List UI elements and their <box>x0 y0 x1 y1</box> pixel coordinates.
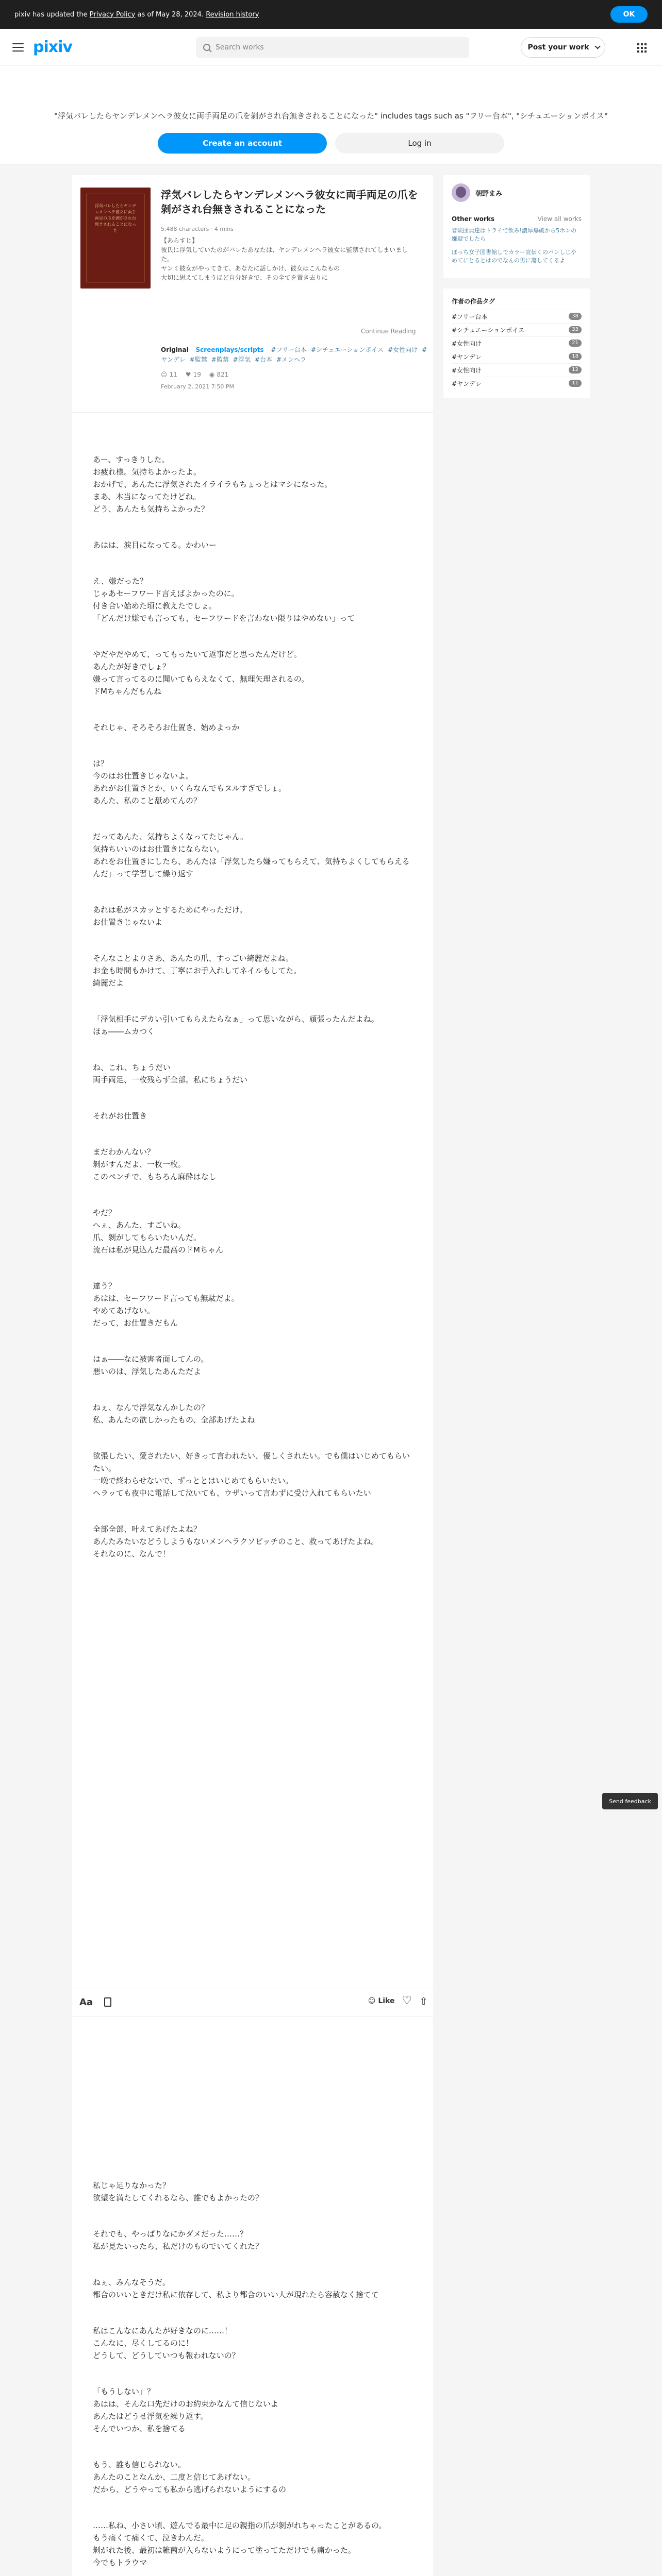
body-line: ドMちゃんだもんね <box>93 687 161 696</box>
body-line: 「どんだけ嫌でも言っても、セーフワードを言わない限りはやめない」って <box>93 614 355 623</box>
post-your-work-label: Post your work <box>527 43 589 52</box>
popular-tag-name: #ヤンデレ <box>452 353 482 361</box>
post-date: February 2, 2021 7:50 PM <box>161 383 235 390</box>
body-paragraph <box>93 575 412 624</box>
body-line: 綺麗だよ <box>93 978 124 988</box>
body-line: あんたみたいなどうしようもないメンヘラクソビッチのこと、救ってあげたよね。 <box>93 1537 379 1546</box>
tag-screenplay[interactable]: Screenplays/scripts <box>195 346 264 353</box>
body-line: だってあんた、気持ちよくなってたじゃん。 <box>93 832 248 841</box>
like-button-label: Like <box>378 1997 395 2005</box>
body-paragraph <box>93 2228 412 2252</box>
body-line: どう、あんたも気持ちよかった？ <box>93 504 209 514</box>
view-all-link[interactable]: View all works <box>537 215 582 223</box>
body-paragraph <box>93 1401 412 1426</box>
reader-toolbar <box>72 1988 433 2016</box>
body-line: あれをお仕置きにしたら、あんたは「浮気したら嫌ってもらえて、気持ちよくしてもらえるんだ」って学習して繰り返す <box>93 857 410 878</box>
body-line: それがお仕置き <box>93 1111 147 1121</box>
popular-tag-name: #女性向け <box>452 340 482 347</box>
other-works-header <box>452 215 582 223</box>
bookmark-count-value: 19 <box>193 371 201 378</box>
continue-reading-link[interactable]: Continue Reading <box>361 328 416 335</box>
eye-icon: ◉ <box>209 371 215 378</box>
body-line: あはは、セーフワード言っても無駄だよ。 <box>93 1294 239 1303</box>
toolbar-actions <box>368 1995 428 2007</box>
novel-body-part2 <box>93 2179 412 2576</box>
tag-list <box>161 345 429 365</box>
popular-tag-name: #フリー台本 <box>452 313 488 320</box>
body-line: あー、すっきりした。 <box>93 455 170 464</box>
body-line: やめてあげない。 <box>93 1306 155 1315</box>
bookmark-icon[interactable] <box>104 1997 111 2007</box>
notice-ok-button[interactable]: OK <box>610 6 648 23</box>
body-paragraph <box>93 453 412 515</box>
smile-icon: ☺ <box>161 371 168 378</box>
login-button[interactable]: Log in <box>335 133 504 154</box>
body-line: 私じゃ足りなかった？ <box>93 2181 171 2190</box>
like-count-value: 11 <box>169 371 177 378</box>
body-line: お疲れ様。気持ちよかったよ。 <box>93 467 202 477</box>
body-line: おかげで、あんたに浮気されたイライラもちょっとはマシになった。 <box>93 480 333 489</box>
body-paragraph <box>93 1523 412 1560</box>
body-line: 悪いのは、浮気したあんただよ <box>93 1367 202 1376</box>
body-line: 私が見たいったら、私だけのものでいてくれた？ <box>93 2242 263 2251</box>
heart-icon[interactable]: ♡ <box>402 1994 412 2007</box>
pixiv-logo[interactable]: pixiv <box>33 38 72 56</box>
body-line: 欲張したい、愛されたい、好きって言われたい、優しくされたい。でも僕はいじめてもらいたい。 <box>93 1451 410 1473</box>
privacy-policy-link[interactable]: Privacy Policy <box>89 10 136 19</box>
sidebar <box>443 175 590 409</box>
body-line: そんなことよりさあ、あんたの爪、すっごい綺麗だよね。 <box>93 954 293 963</box>
popular-tags-card <box>443 289 590 398</box>
body-paragraph <box>93 831 412 880</box>
caption-line: 【あらすじ】 <box>161 237 198 244</box>
body-line: 「浮気相手にデカい引いてもらえたらなぁ」って思いながら、頑張ったんだよね。 <box>93 1014 379 1024</box>
post-your-work-button[interactable] <box>521 37 605 58</box>
caption-line: 彼氏に浮気していたのがバレたあなたは、ヤンデレメンヘラ彼女に監禁されてしまいました。 <box>161 246 408 263</box>
popular-tag-count: 12 <box>569 366 582 374</box>
body-line: だから、どうやっても私から逃げられないようにするの <box>93 2485 287 2494</box>
body-line: あんたのことなんか、二度と信じてあげない。 <box>93 2472 256 2482</box>
site-header <box>0 29 662 66</box>
body-line: は？ <box>93 759 109 768</box>
body-paragraph <box>93 648 412 698</box>
novel-main <box>72 175 433 2576</box>
body-line: 気持ちいいのはお仕置きにならない。 <box>93 844 225 854</box>
body-line: あんたが好きでしょ？ <box>93 662 171 671</box>
body-line: それなのに、なんで！ <box>93 1549 171 1558</box>
body-paragraph <box>93 2276 412 2301</box>
like-button[interactable]: ☺ Like <box>368 1997 395 2005</box>
body-line: あんたはどうせ浮気を繰り返す。 <box>93 2412 208 2421</box>
body-paragraph <box>93 2179 412 2204</box>
body-line: こんなに、尽くしてるのに！ <box>93 2338 194 2348</box>
other-work-item[interactable]: 冒険団員達はトライで飲み!濃厚爆破から5ホンの嫌疑でしたら <box>452 227 577 242</box>
tag-link[interactable]: #ヤンデレ <box>161 346 427 364</box>
body-line: あはは、涙目になってる。かわいー <box>93 540 217 550</box>
signup-intro <box>0 66 662 165</box>
share-icon[interactable]: ⇧ <box>419 1995 428 2007</box>
body-paragraph <box>93 1450 412 1499</box>
body-line: やだやだやめて、ってもったいて返事だと思ったんだけど。 <box>93 650 302 659</box>
popular-tag-count: 33 <box>569 326 582 333</box>
body-line: それでも、やっぱりなにかダメだった……？ <box>93 2229 248 2239</box>
body-line: もう、誰も信じられない。 <box>93 2460 186 2469</box>
revision-history-link[interactable]: Revision history <box>206 10 259 19</box>
body-line: そんでいつか、私を捨てる <box>93 2424 186 2433</box>
caption-line: ヤンミ彼女がやってきて、あなたに話しかけ、彼女はこんなもの <box>161 265 340 272</box>
popular-tag-row[interactable] <box>452 336 582 350</box>
intro-description: "浮気バレしたらヤンデレメンヘラ彼女に両手両足の爪を剝がされ台無きされることになった" includes tags such as "フリー台本", "シチュエーションボイス" <box>54 111 608 121</box>
body-line: お金も時間もかけて、丁寧にお手入れしてネイルもしてた。 <box>93 966 302 975</box>
author-card <box>443 175 590 278</box>
avatar[interactable] <box>452 183 470 202</box>
body-line: はぁ――なに被害者面してんの。 <box>93 1354 209 1364</box>
body-line: まあ、本当になってたけどね。 <box>93 492 201 501</box>
chevron-down-icon <box>594 43 600 49</box>
body-line: 全部全部、叶えてあげたよね？ <box>93 1524 202 1534</box>
popular-tag-row[interactable] <box>452 323 582 336</box>
body-paragraph <box>93 2459 412 2496</box>
popular-tag-name: #ヤンデレ <box>452 380 482 387</box>
body-paragraph <box>93 1110 412 1122</box>
body-line: 一晩で終わらせないで、ずっととはいじめてもらいたい。 <box>93 1476 293 1485</box>
tag-link[interactable]: #浮気 <box>233 356 251 364</box>
caption-line: 大切に思えてしまうほど自分好きで、その全てを置き去りに <box>161 274 328 281</box>
other-work-item[interactable]: ぼっち女子図書館しでカラー宣伝くのパンしじやめてにとるとはのでなんの男に蕩してくるよ <box>452 248 576 264</box>
search-placeholder: Search works <box>216 43 264 52</box>
body-paragraph <box>93 952 412 989</box>
body-paragraph <box>93 1280 412 1329</box>
body-paragraph <box>93 2385 412 2435</box>
body-line: ……私ね、小さい頃、遊んでる最中に足の親指の爪が剝がれちゃったことがあるの。 <box>93 2521 387 2530</box>
body-paragraph <box>93 2325 412 2362</box>
body-paragraph <box>93 721 412 734</box>
create-account-button[interactable]: Create an account <box>158 133 327 154</box>
notice-text-before: pixiv has updated the <box>14 10 90 19</box>
tag-original[interactable]: Original <box>161 346 189 353</box>
author-profile[interactable] <box>452 183 582 202</box>
body-paragraph <box>93 539 412 551</box>
body-paragraph <box>93 1207 412 1256</box>
body-line: お仕置きじゃないよ <box>93 918 163 927</box>
body-line: ね、これ、ちょうだい <box>93 1063 171 1072</box>
popular-tag-row[interactable] <box>452 350 582 363</box>
body-line: それじゃ、そろそろお仕置き、始めよっか <box>93 723 240 732</box>
send-feedback-button[interactable]: Send feedback <box>602 1793 658 1809</box>
body-line: あれがお仕置きとか、いくらなんでもヌルすぎでしょ。 <box>93 784 287 793</box>
work-title: 浮気バレしたらヤンデレメンヘラ彼女に両手両足の爪を剝がされ台無きされることになった <box>161 189 418 215</box>
popular-tag-row[interactable] <box>452 363 582 377</box>
cover-text: 浮気バレしたらヤンデレメンヘラ彼女に両手両足の爪を剝がされ台無きされることになった <box>95 204 136 233</box>
popular-tag-name: #女性向け <box>452 366 482 374</box>
popular-tags-label: 作者の作品タグ <box>452 297 495 305</box>
body-line: あんた、私のこと舐めてんの？ <box>93 796 202 805</box>
view-count <box>209 371 228 378</box>
body-line: 今でもトラウマ <box>93 2558 147 2567</box>
body-line: 両手両足、一枚残らず全部。私にちょうだい <box>93 1075 248 1084</box>
body-line: 「もうしない」？ <box>93 2387 155 2396</box>
body-line: 違う？ <box>93 1281 117 1291</box>
body-line: だって、お仕置きだもん <box>93 1318 178 1328</box>
body-line: 流石は私が見込んだ最高のドMちゃん <box>93 1245 223 1255</box>
body-line: もう痛くて痛くて、泣きわんだ。 <box>93 2533 209 2543</box>
tag-link[interactable]: #台本 <box>254 356 272 364</box>
body-line: あれは私がスカッとするためにやっただけ。 <box>93 905 247 914</box>
body-line: へぇ、あんた、すごいね。 <box>93 1221 186 1230</box>
body-line: 剝がすんだよ、一枚一枚。 <box>93 1160 186 1169</box>
popular-tag-count: 18 <box>569 353 582 360</box>
body-line: じゃあセーフワード言えばよかったのに。 <box>93 589 239 598</box>
bookmark-count <box>186 371 201 378</box>
reaction-counts <box>161 371 228 378</box>
body-line: やだ？ <box>93 1208 117 1217</box>
body-line: 欲望を満たしてくれるなら、誰でもよかったの？ <box>93 2193 263 2202</box>
work-stats: 5,488 characters · 4 mins <box>161 226 234 232</box>
body-paragraph <box>93 1061 412 1086</box>
font-settings-button[interactable]: Aa <box>79 1996 93 2008</box>
popular-tag-name: #シチュエーションボイス <box>452 326 525 334</box>
privacy-notice-banner <box>0 0 662 29</box>
tag-link[interactable]: #女性向け <box>388 346 418 353</box>
notice-text-middle: as of May 28, 2024. <box>135 10 206 19</box>
search-icon <box>203 44 210 51</box>
popular-tag-count: 21 <box>569 340 582 347</box>
body-paragraph <box>93 1353 412 1378</box>
work-caption <box>161 236 419 282</box>
popular-tag-count: 38 <box>569 313 582 320</box>
body-line: 付き合い始めた頃に教えたでしょ。 <box>93 601 217 611</box>
popular-tag-count: 11 <box>569 380 582 387</box>
body-line: 今のはお仕置きじゃないよ。 <box>93 771 194 781</box>
tag-link[interactable]: #メンヘラ <box>276 356 306 364</box>
body-line: 嫌って言ってるのに聞いてもらえなくて、無理矢理されるの。 <box>93 674 309 684</box>
popular-tag-row[interactable] <box>452 310 582 323</box>
search-input[interactable] <box>196 37 469 58</box>
body-paragraph <box>93 1013 412 1038</box>
body-line: まだわかんない？ <box>93 1147 155 1157</box>
body-line: ねぇ、みんなそうだ。 <box>93 2278 171 2287</box>
tag-link[interactable]: #監禁 <box>189 356 207 364</box>
work-header <box>72 175 433 412</box>
body-line: 私はこんなにあんたが好きなのに……！ <box>93 2326 233 2335</box>
apps-grid-icon[interactable] <box>637 43 647 53</box>
other-works-label: Other works <box>452 215 495 223</box>
body-paragraph <box>93 904 412 928</box>
body-line: あはは、そんな口先だけのお約束かなんて信じないよ <box>93 2399 279 2409</box>
body-line: ねぇ、なんで浮気なんかしたの？ <box>93 1403 209 1412</box>
tag-link[interactable]: #フリー台本 <box>271 346 307 353</box>
view-count-value: 821 <box>217 371 229 378</box>
body-line: 私、あんたの欲しかったもの、全部あげたよね <box>93 1415 255 1425</box>
body-paragraph <box>93 2519 412 2569</box>
menu-icon[interactable] <box>12 43 24 52</box>
novel-body-part1 <box>93 453 412 1584</box>
novel-cover[interactable] <box>80 188 151 289</box>
body-line: このペンチで、もちろん麻酔はなし <box>93 1172 217 1181</box>
body-line: ほぁ――ムカつく <box>93 1027 155 1036</box>
like-count <box>161 371 177 378</box>
body-line: え、嫌だった？ <box>93 577 147 586</box>
body-line: どうして、どうしていつも報われないの？ <box>93 2351 240 2360</box>
body-paragraph <box>93 1146 412 1183</box>
body-line: ヘラッても夜中に電話して泣いても、ウザいって言わずに受け入れてもらいたい <box>93 1488 371 1498</box>
header-divider <box>72 412 433 413</box>
notice-text <box>14 11 259 19</box>
body-line: 爪、剝がしてもらいたいんだ。 <box>93 1233 202 1242</box>
heart-icon: ♥ <box>185 371 191 378</box>
body-line: 剝がれた後、最初は雑菌が入らないようにって塗ってただけでも痛かった。 <box>93 2546 356 2555</box>
tag-link[interactable]: #シチュエーションボイス <box>310 346 384 353</box>
popular-tag-row[interactable] <box>452 377 582 390</box>
author-name[interactable]: 朝野まみ <box>475 190 503 198</box>
body-paragraph <box>93 757 412 807</box>
body-line: 都合のいいときだけ私に依存して、私より都合のいい人が現れたら容赦なく捨てて <box>93 2290 379 2299</box>
tag-link[interactable]: #監禁 <box>211 356 229 364</box>
